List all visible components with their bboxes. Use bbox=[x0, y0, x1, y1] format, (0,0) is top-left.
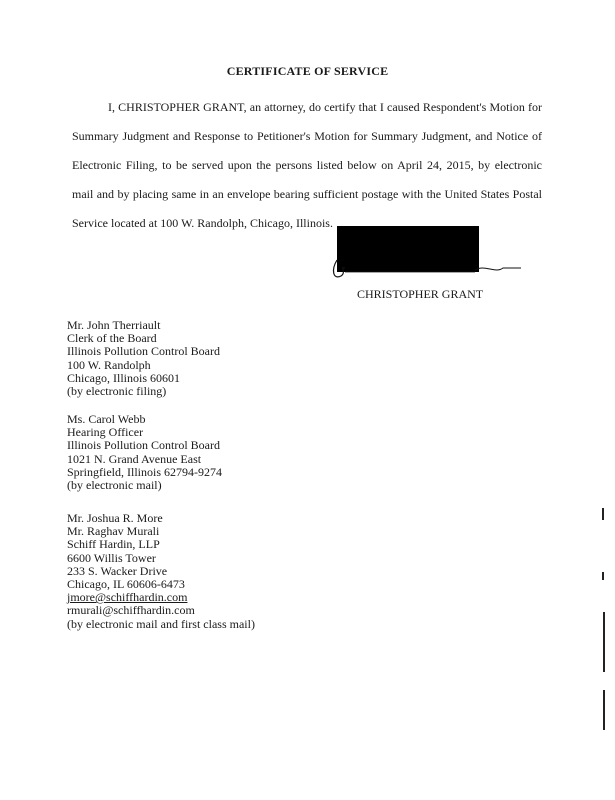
certification-paragraph: I, CHRISTOPHER GRANT, an attorney, do certify that I caused Respondent's Motion for Summary Judgment and Response to Petitioner's Motion for Summary Judgment, and Notice of Electronic Filing, to be served upon the persons listed below on April 24, 2015, by electronic mail and by placing same in an envelope bearing sufficient postage with the United States Postal Service located at 100 W. Randolph, Chicago, Illinois. bbox=[72, 100, 542, 230]
address-line: Illinois Pollution Control Board bbox=[67, 344, 221, 359]
document-title: CERTIFICATE OF SERVICE bbox=[226, 64, 389, 78]
address-line: Hearing Officer bbox=[67, 425, 144, 440]
address-line: Mr. Joshua R. More bbox=[67, 511, 163, 525]
address-line: Chicago, IL 60606-6473 bbox=[67, 577, 185, 592]
delivery-method: (by electronic filing) bbox=[67, 384, 167, 399]
address-line: Clerk of the Board bbox=[67, 331, 157, 346]
email-text: rmurali@schiffhardin.com bbox=[67, 603, 195, 618]
address-line: Mr. Raghav Murali bbox=[67, 524, 160, 539]
delivery-method: (by electronic mail) bbox=[67, 478, 162, 493]
scan-edge-mark bbox=[603, 612, 605, 672]
address-line: Mr. John Therriault bbox=[67, 318, 161, 332]
address-line: 233 S. Wacker Drive bbox=[67, 563, 168, 578]
address-line: 6600 Willis Tower bbox=[67, 550, 156, 565]
recipient-block-2 bbox=[67, 413, 222, 492]
address-line: Springfield, Illinois 62794-9274 bbox=[67, 464, 222, 479]
address-line: Schiff Hardin, LLP bbox=[67, 537, 160, 552]
scan-edge-mark bbox=[602, 572, 604, 580]
scan-edge-mark bbox=[602, 508, 604, 520]
recipient-block-1 bbox=[67, 319, 220, 398]
address-line: Illinois Pollution Control Board bbox=[67, 438, 221, 453]
delivery-method: (by electronic mail and first class mail) bbox=[67, 616, 255, 631]
address-line: 1021 N. Grand Avenue East bbox=[67, 451, 202, 466]
signature-name: CHRISTOPHER GRANT bbox=[357, 287, 484, 301]
scan-edge-mark bbox=[603, 690, 605, 730]
address-line: Chicago, Illinois 60601 bbox=[67, 370, 180, 385]
address-line: 100 W. Randolph bbox=[67, 357, 151, 372]
recipient-block-3 bbox=[67, 512, 255, 631]
address-line: Ms. Carol Webb bbox=[67, 412, 146, 426]
email-link[interactable]: jmore@schiffhardin.com bbox=[67, 590, 188, 605]
signature-flourish bbox=[325, 248, 525, 288]
